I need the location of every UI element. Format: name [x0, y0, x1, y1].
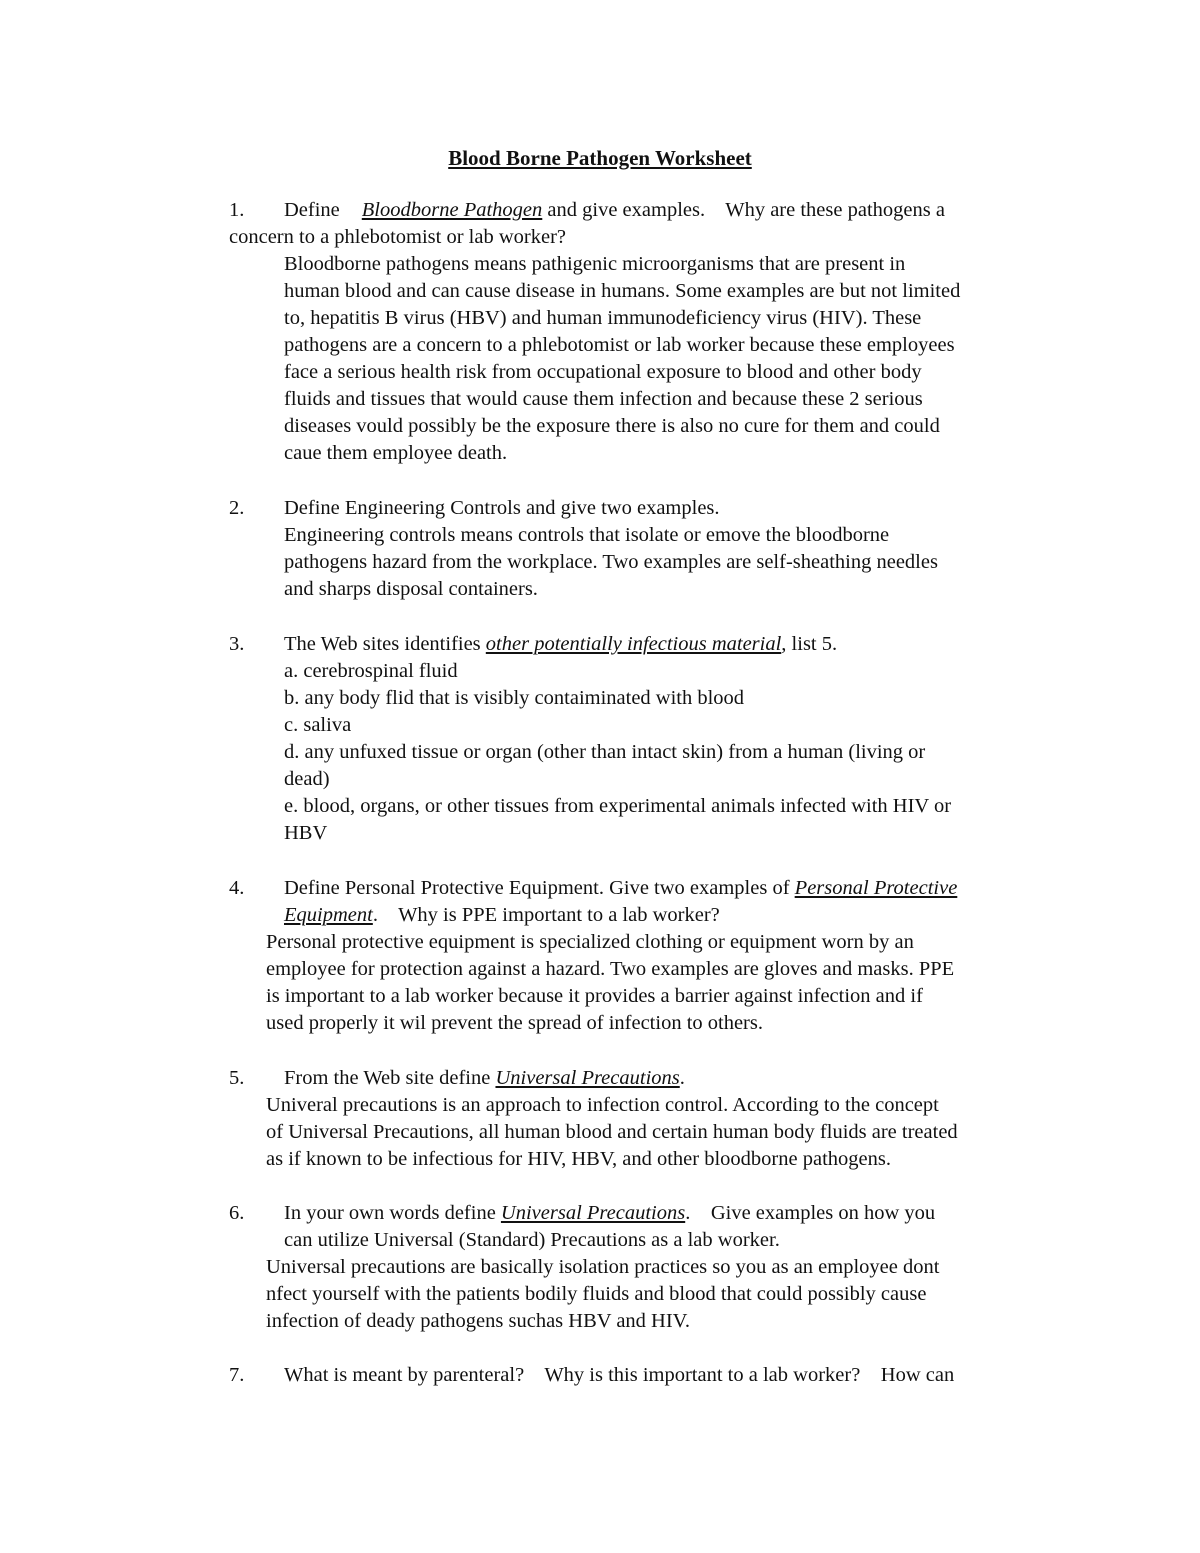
- q1-number: 1.: [229, 199, 245, 221]
- q5-term: Universal Precautions: [495, 1067, 680, 1089]
- q3-answer-item: b. any body flid that is visibly contaiminated with blood: [284, 687, 745, 709]
- q6-answer-line: infection of deady pathogens suchas HBV and HIV.: [266, 1310, 690, 1332]
- q3-answer-item: e. blood, organs, or other tissues from experimental animals infected with HIV or: [284, 795, 952, 817]
- q1-answer-line: fluids and tissues that would cause them infection and because these 2 serious: [284, 388, 923, 410]
- q2-number: 2.: [229, 497, 245, 519]
- q5-pre: From the Web site define: [284, 1067, 496, 1089]
- q6-answer-line: Universal precautions are basically isolation practices so you as an employee dont: [266, 1256, 940, 1278]
- page-title: Blood Borne Pathogen Worksheet: [448, 146, 752, 170]
- q1-answer-line: pathogens are a concern to a phlebotomist or lab worker because these employees: [284, 334, 955, 356]
- q4-answer-line: Personal protective equipment is specialized clothing or equipment worn by an: [266, 931, 914, 953]
- q4-answer-line: employee for protection against a hazard. Two examples are gloves and masks. PPE: [266, 958, 955, 980]
- q1-term: Bloodborne Pathogen: [361, 199, 543, 221]
- q4-answer-line: used properly it wil prevent the spread of infection to others.: [266, 1012, 763, 1034]
- q1-answer-line: caue them employee death.: [284, 442, 508, 464]
- q4-question-line1: [284, 875, 957, 902]
- q1-question-line2: concern to a phlebotomist or lab worker?: [229, 226, 566, 248]
- q6-term: Universal Precautions: [500, 1202, 686, 1224]
- q5-answer-line: of Universal Precautions, all human blood and certain human body fluids are treated: [266, 1121, 958, 1143]
- q3-question: [284, 631, 837, 658]
- q4-answer-line: is important to a lab worker because it provides a barrier against infection and if: [266, 985, 923, 1007]
- q1-answer-line: Bloodborne pathogens means pathigenic microorganisms that are present in: [284, 253, 906, 275]
- q4-pre: Define Personal Protective Equipment. Give two examples of: [284, 877, 795, 899]
- q6-pre: In your own words define: [284, 1202, 501, 1224]
- q5-number: 5.: [229, 1067, 245, 1089]
- q1-answer-line: human blood and can cause disease in humans. Some examples are but not limited: [284, 280, 961, 302]
- q1-question-line1: [284, 197, 945, 224]
- q1-rest: and give examples. Why are these pathogens a: [542, 199, 945, 221]
- q3-answer-item: d. any unfuxed tissue or organ (other than intact skin) from a human (living or: [284, 741, 926, 763]
- q3-answer-item: c. saliva: [284, 714, 352, 736]
- q3-pre: The Web sites identifies: [284, 633, 486, 655]
- q1-answer-line: face a serious health risk from occupational exposure to blood and other body: [284, 361, 922, 383]
- q5-post: .: [679, 1067, 685, 1089]
- q4-post: . Why is PPE important to a lab worker?: [372, 904, 720, 926]
- q7-number: 7.: [229, 1364, 245, 1386]
- q4-term2: Equipment: [284, 904, 373, 926]
- q3-term: other potentially infectious material: [485, 633, 782, 655]
- q3-number: 3.: [229, 633, 245, 655]
- q3-answer-item: a. cerebrospinal fluid: [284, 660, 458, 682]
- q3-answer-item: dead): [284, 768, 330, 790]
- q5-answer-line: Univeral precautions is an approach to infection control. According to the concept: [266, 1094, 939, 1116]
- q2-answer-line: Engineering controls means controls that isolate or emove the bloodborne: [284, 524, 890, 546]
- q2-question: Define Engineering Controls and give two examples.: [284, 497, 720, 519]
- q4-term1: Personal Protective: [794, 877, 958, 899]
- q4-question-line2: [284, 902, 720, 929]
- q6-question-line2: can utilize Universal (Standard) Precautions as a lab worker.: [284, 1229, 780, 1251]
- q2-answer-line: and sharps disposal containers.: [284, 578, 538, 600]
- q1-answer-line: to, hepatitis B virus (HBV) and human immunodeficiency virus (HIV). These: [284, 307, 922, 329]
- q2-answer-line: pathogens hazard from the workplace. Two examples are self-sheathing needles: [284, 551, 938, 573]
- q5-answer-line: as if known to be infectious for HIV, HBV, and other bloodborne pathogens.: [266, 1148, 891, 1170]
- q6-question-line1: [284, 1200, 935, 1227]
- q1-answer-line: diseases vould possibly be the exposure there is also no cure for them and could: [284, 415, 940, 437]
- q6-answer-line: nfect yourself with the patients bodily fluids and blood that could possibly cause: [266, 1283, 927, 1305]
- q1-define: Define: [284, 199, 340, 221]
- q3-post: , list 5.: [781, 633, 838, 655]
- q7-question: What is meant by parenteral? Why is this important to a lab worker? How can: [284, 1364, 955, 1386]
- q6-post: . Give examples on how you: [685, 1202, 936, 1224]
- q4-number: 4.: [229, 877, 245, 899]
- q3-answer-item: HBV: [284, 822, 328, 844]
- q6-number: 6.: [229, 1202, 245, 1224]
- q5-question: [284, 1065, 685, 1092]
